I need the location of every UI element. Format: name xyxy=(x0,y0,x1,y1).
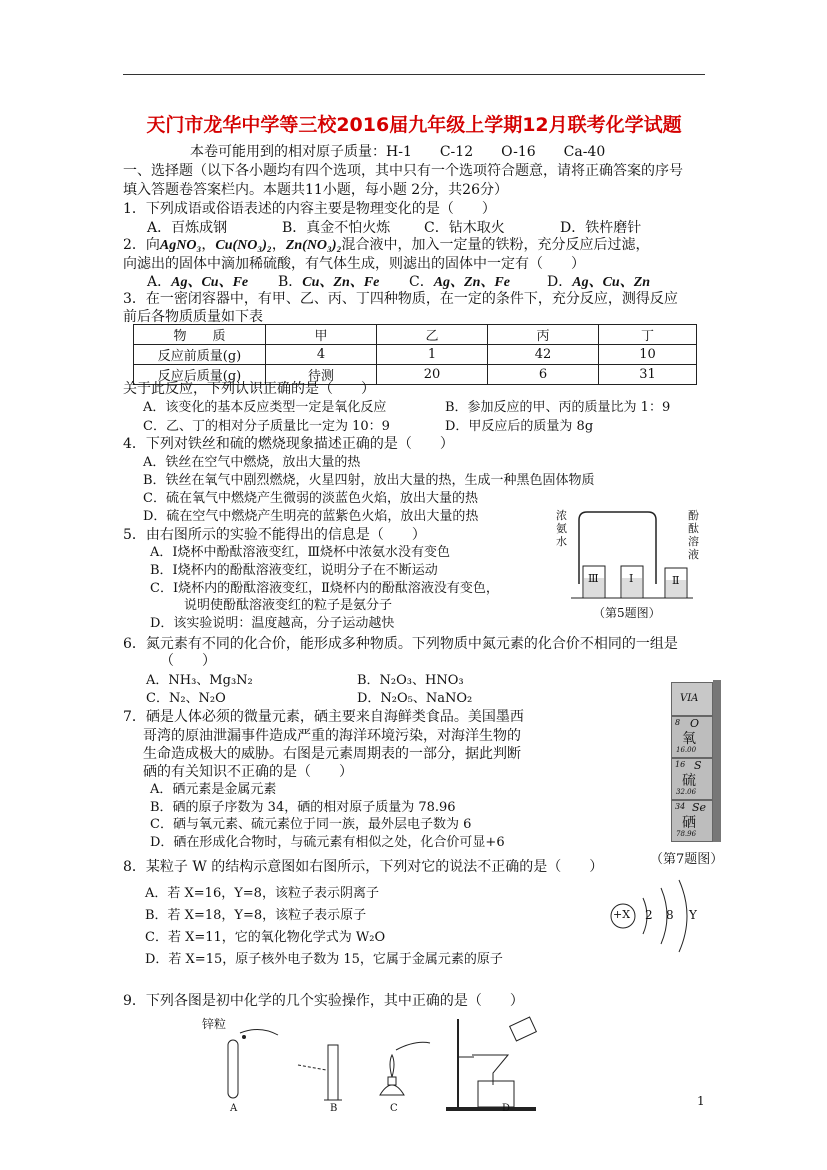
q8-option-d: D．若 X=15，原子核外电子数为 15，它属于金属元素的原子 xyxy=(145,952,503,967)
q5-figure-caption: （第5题图） xyxy=(593,606,661,620)
q2-option-d: D．Ag、Cu、Zn xyxy=(547,274,651,290)
beaker-ii-label: Ⅱ xyxy=(672,574,680,587)
table-header-cell: 乙 xyxy=(377,325,488,345)
q2-stem-line2: 向滤出的固体中滴加稀硫酸，有气体生成，则滤出的固体中一定有（ ） xyxy=(123,256,585,272)
element-cell-sulfur: 16 S 硫 32.06 xyxy=(671,758,713,800)
option-a-label: A xyxy=(230,1103,238,1114)
table-cell: 6 xyxy=(488,365,599,385)
q4-stem: 4．下列对铁丝和硫的燃烧现象描述正确的是（ ） xyxy=(123,436,454,452)
q3-ask: 关于此反应，下列认识正确的是（ ） xyxy=(123,381,375,397)
group-header-cell xyxy=(671,682,713,716)
table-cell: 1 xyxy=(377,345,488,365)
table-header-row xyxy=(134,325,697,345)
section-instructions-1: 一、选择题（以下各小题均有四个选项，其中只有一个选项符合题意，请将正确答案的序号 xyxy=(123,163,683,179)
table-header-cell: 甲 xyxy=(266,325,377,345)
q3-option-c: C．乙、丁的相对分子质量比一定为 10：9 xyxy=(143,419,390,434)
lab-operations-diagram xyxy=(200,1015,560,1115)
q9-stem: 9．下列各图是初中化学的几个实验操作，其中正确的是（ ） xyxy=(123,993,524,1009)
q2-sep2: ， xyxy=(271,237,286,253)
q5-figure xyxy=(553,506,703,624)
q7-stem-line1: 7．硒是人体必须的微量元素，硒主要来自海鲜类食品。美国墨西 xyxy=(123,709,524,725)
cube-side-shadow xyxy=(713,680,721,842)
table-cell: 20 xyxy=(377,365,488,385)
q7-option-c: C．硒与氧元素、硫元素位于同一族，最外层电子数为 6 xyxy=(150,817,472,832)
q7-periodic-table-figure xyxy=(667,676,725,848)
q5-stem: 5．由右图所示的实验不能得出的信息是（ ） xyxy=(123,527,426,543)
option-b-label: B xyxy=(330,1103,338,1114)
q5-option-a: A．Ⅰ烧杯中酚酞溶液变红，Ⅲ烧杯中浓氨水没有变色 xyxy=(150,545,451,560)
beaker-iii-label: Ⅲ xyxy=(588,572,599,585)
q1-option-b: B．真金不怕火炼 xyxy=(282,220,391,236)
q2-option-a: A．Ag、Cu、Fe xyxy=(147,274,249,290)
label-phenolphthalein: 酚酞溶液 xyxy=(688,509,699,561)
q3-option-d: D．甲反应后的质量为 8g xyxy=(445,419,594,434)
q1-stem: 1．下列成语或俗语表述的内容主要是物理变化的是（ ） xyxy=(123,201,496,217)
q2-sep1: ， xyxy=(201,237,216,253)
beaker-diagram xyxy=(553,506,703,606)
q5-option-c-line2: 说明使酚酞溶液变红的粒子是氨分子 xyxy=(184,598,393,613)
option-d-label: D xyxy=(502,1103,511,1114)
q8-stem: 8．某粒子 W 的结构示意图如右图所示，下列对它的说法不正确的是（ ） xyxy=(123,859,604,875)
table-cell: 待测 xyxy=(266,365,377,385)
table-cell: 4 xyxy=(266,345,377,365)
table-header-cell: 丙 xyxy=(488,325,599,345)
q6-paren: （ ） xyxy=(160,653,216,669)
q2-prefix: 2．向 xyxy=(123,237,160,253)
shell3-electrons: Y xyxy=(689,908,697,922)
q1-option-c: C．钻木取火 xyxy=(424,220,505,236)
beaker-i-label: Ⅰ xyxy=(629,572,634,585)
table-header-cell: 物 质 xyxy=(134,325,266,345)
page-title: 天门市龙华中学等三校2016届九年级上学期12月联考化学试题 xyxy=(146,114,682,136)
q6-option-c: C．N₂、N₂O xyxy=(146,691,226,706)
q2-option-b: B．Cu、Zn、Fe xyxy=(278,274,380,290)
q3-stem-line2: 前后各物质质量如下表 xyxy=(123,309,263,325)
q2-stem-line1 xyxy=(123,236,649,255)
q7-stem-line3: 生命造成极大的威胁。右图是元素周期表的一部分，据此判断 xyxy=(143,746,521,762)
q7-option-d: D．硒在形成化合物时，与硫元素有相似之处，化合价可显+6 xyxy=(150,835,505,850)
table-cell: 31 xyxy=(599,365,697,385)
q5-option-c-line1: C．Ⅰ烧杯内的酚酞溶液变红，Ⅱ烧杯内的酚酞溶液没有变色， xyxy=(150,581,499,596)
section-instructions-2: 填入答题卷答案栏内。本题共11小题，每小题 2分，共26分） xyxy=(123,182,508,198)
atomic-mass-note: 本卷可能用到的相对原子质量：H-1 C-12 O-16 Ca-40 xyxy=(190,144,606,160)
q8-atom-structure-figure xyxy=(603,876,713,956)
table-cell: 42 xyxy=(488,345,599,365)
table-cell: 反应前质量(g) xyxy=(134,345,266,365)
q6-stem: 6．氮元素有不同的化合价，能形成多种物质。下列物质中氮元素的化合价不相同的一组是 xyxy=(123,636,678,652)
element-cell-oxygen: 8 O 氧 16.00 xyxy=(671,716,713,758)
q3-option-b: B．参加反应的甲、丙的质量比为 1：9 xyxy=(445,400,671,415)
q6-option-b: B．N₂O₃、HNO₃ xyxy=(357,673,464,688)
shell2-electrons: 8 xyxy=(666,908,674,922)
q2-formula-agno3: AgNO₃ xyxy=(159,238,202,253)
group-label: VIA xyxy=(680,693,699,704)
q6-option-d: D．N₂O₅、NaNO₂ xyxy=(357,691,473,706)
q1-option-d: D．铁杵磨针 xyxy=(560,220,642,236)
table-cell: 10 xyxy=(599,345,697,365)
q2-option-c: C．Ag、Zn、Fe xyxy=(409,274,510,290)
q8-option-a: A．若 X=16，Y=8，该粒子表示阴离子 xyxy=(145,886,379,901)
q8-option-b: B．若 X=18，Y=8，该粒子表示原子 xyxy=(145,908,367,923)
header-rule xyxy=(123,74,705,75)
q2-formula-znno3: Zn(NO₃)₂ xyxy=(285,238,342,253)
q2-formula-cuno3: Cu(NO₃)₂ xyxy=(215,238,272,253)
q9-operations-figure xyxy=(200,1015,560,1115)
q1-option-a: A．百炼成钢 xyxy=(147,220,228,236)
q5-option-b: B．Ⅰ烧杯内的酚酞溶液变红，说明分子在不断运动 xyxy=(150,563,438,578)
q3-stem-line1: 3．在一密闭容器中，有甲、乙、丙、丁四种物质，在一定的条件下，充分反应，测得反应 xyxy=(123,291,678,307)
q2-suffix: 混合液中，加入一定量的铁粉，充分反应后过滤， xyxy=(341,237,650,253)
q4-option-b: B．铁丝在氧气中剧烈燃烧，火星四射，放出大量的热，生成一种黑色固体物质 xyxy=(143,473,595,488)
table-cell: 反应后质量(g) xyxy=(134,365,266,385)
table-header-cell: 丁 xyxy=(599,325,697,345)
q4-option-a: A．铁丝在空气中燃烧，放出大量的热 xyxy=(143,455,361,470)
label-ammonia: 浓氨水 xyxy=(556,509,567,548)
element-cell-selenium: 34 Se 硒 78.96 xyxy=(671,800,713,842)
q7-option-a: A．硒元素是金属元素 xyxy=(150,782,277,797)
q7-stem-line2: 哥湾的原油泄漏事件造成严重的海洋环境污染，对海洋生物的 xyxy=(143,728,521,744)
q7-stem-line4: 硒的有关知识不正确的是（ ） xyxy=(143,764,353,780)
shell1-electrons: 2 xyxy=(645,908,653,922)
q3-option-a: A．该变化的基本反应类型一定是氧化反应 xyxy=(143,400,387,415)
zinc-label: 锌粒 xyxy=(202,1017,227,1031)
table-row xyxy=(134,345,697,365)
q5-option-d: D．该实验说明：温度越高，分子运动越快 xyxy=(150,616,395,631)
q3-mass-table xyxy=(133,324,697,385)
q8-option-c: C．若 X=11，它的氧化物化学式为 W₂O xyxy=(145,930,386,945)
q4-option-d: D．硫在空气中燃烧产生明亮的蓝紫色火焰，放出大量的热 xyxy=(143,509,479,524)
option-c-label: C xyxy=(390,1103,398,1114)
q6-option-a: A．NH₃、Mg₃N₂ xyxy=(146,673,253,688)
nucleus-label: +X xyxy=(613,908,631,921)
q4-option-c: C．硫在氧气中燃烧产生微弱的淡蓝色火焰，放出大量的热 xyxy=(143,491,478,506)
page-number: 1 xyxy=(697,1094,705,1108)
q7-figure-caption: （第7题图） xyxy=(650,852,724,867)
q7-option-b: B．硒的原子序数为 34，硒的相对原子质量为 78.96 xyxy=(150,800,456,815)
